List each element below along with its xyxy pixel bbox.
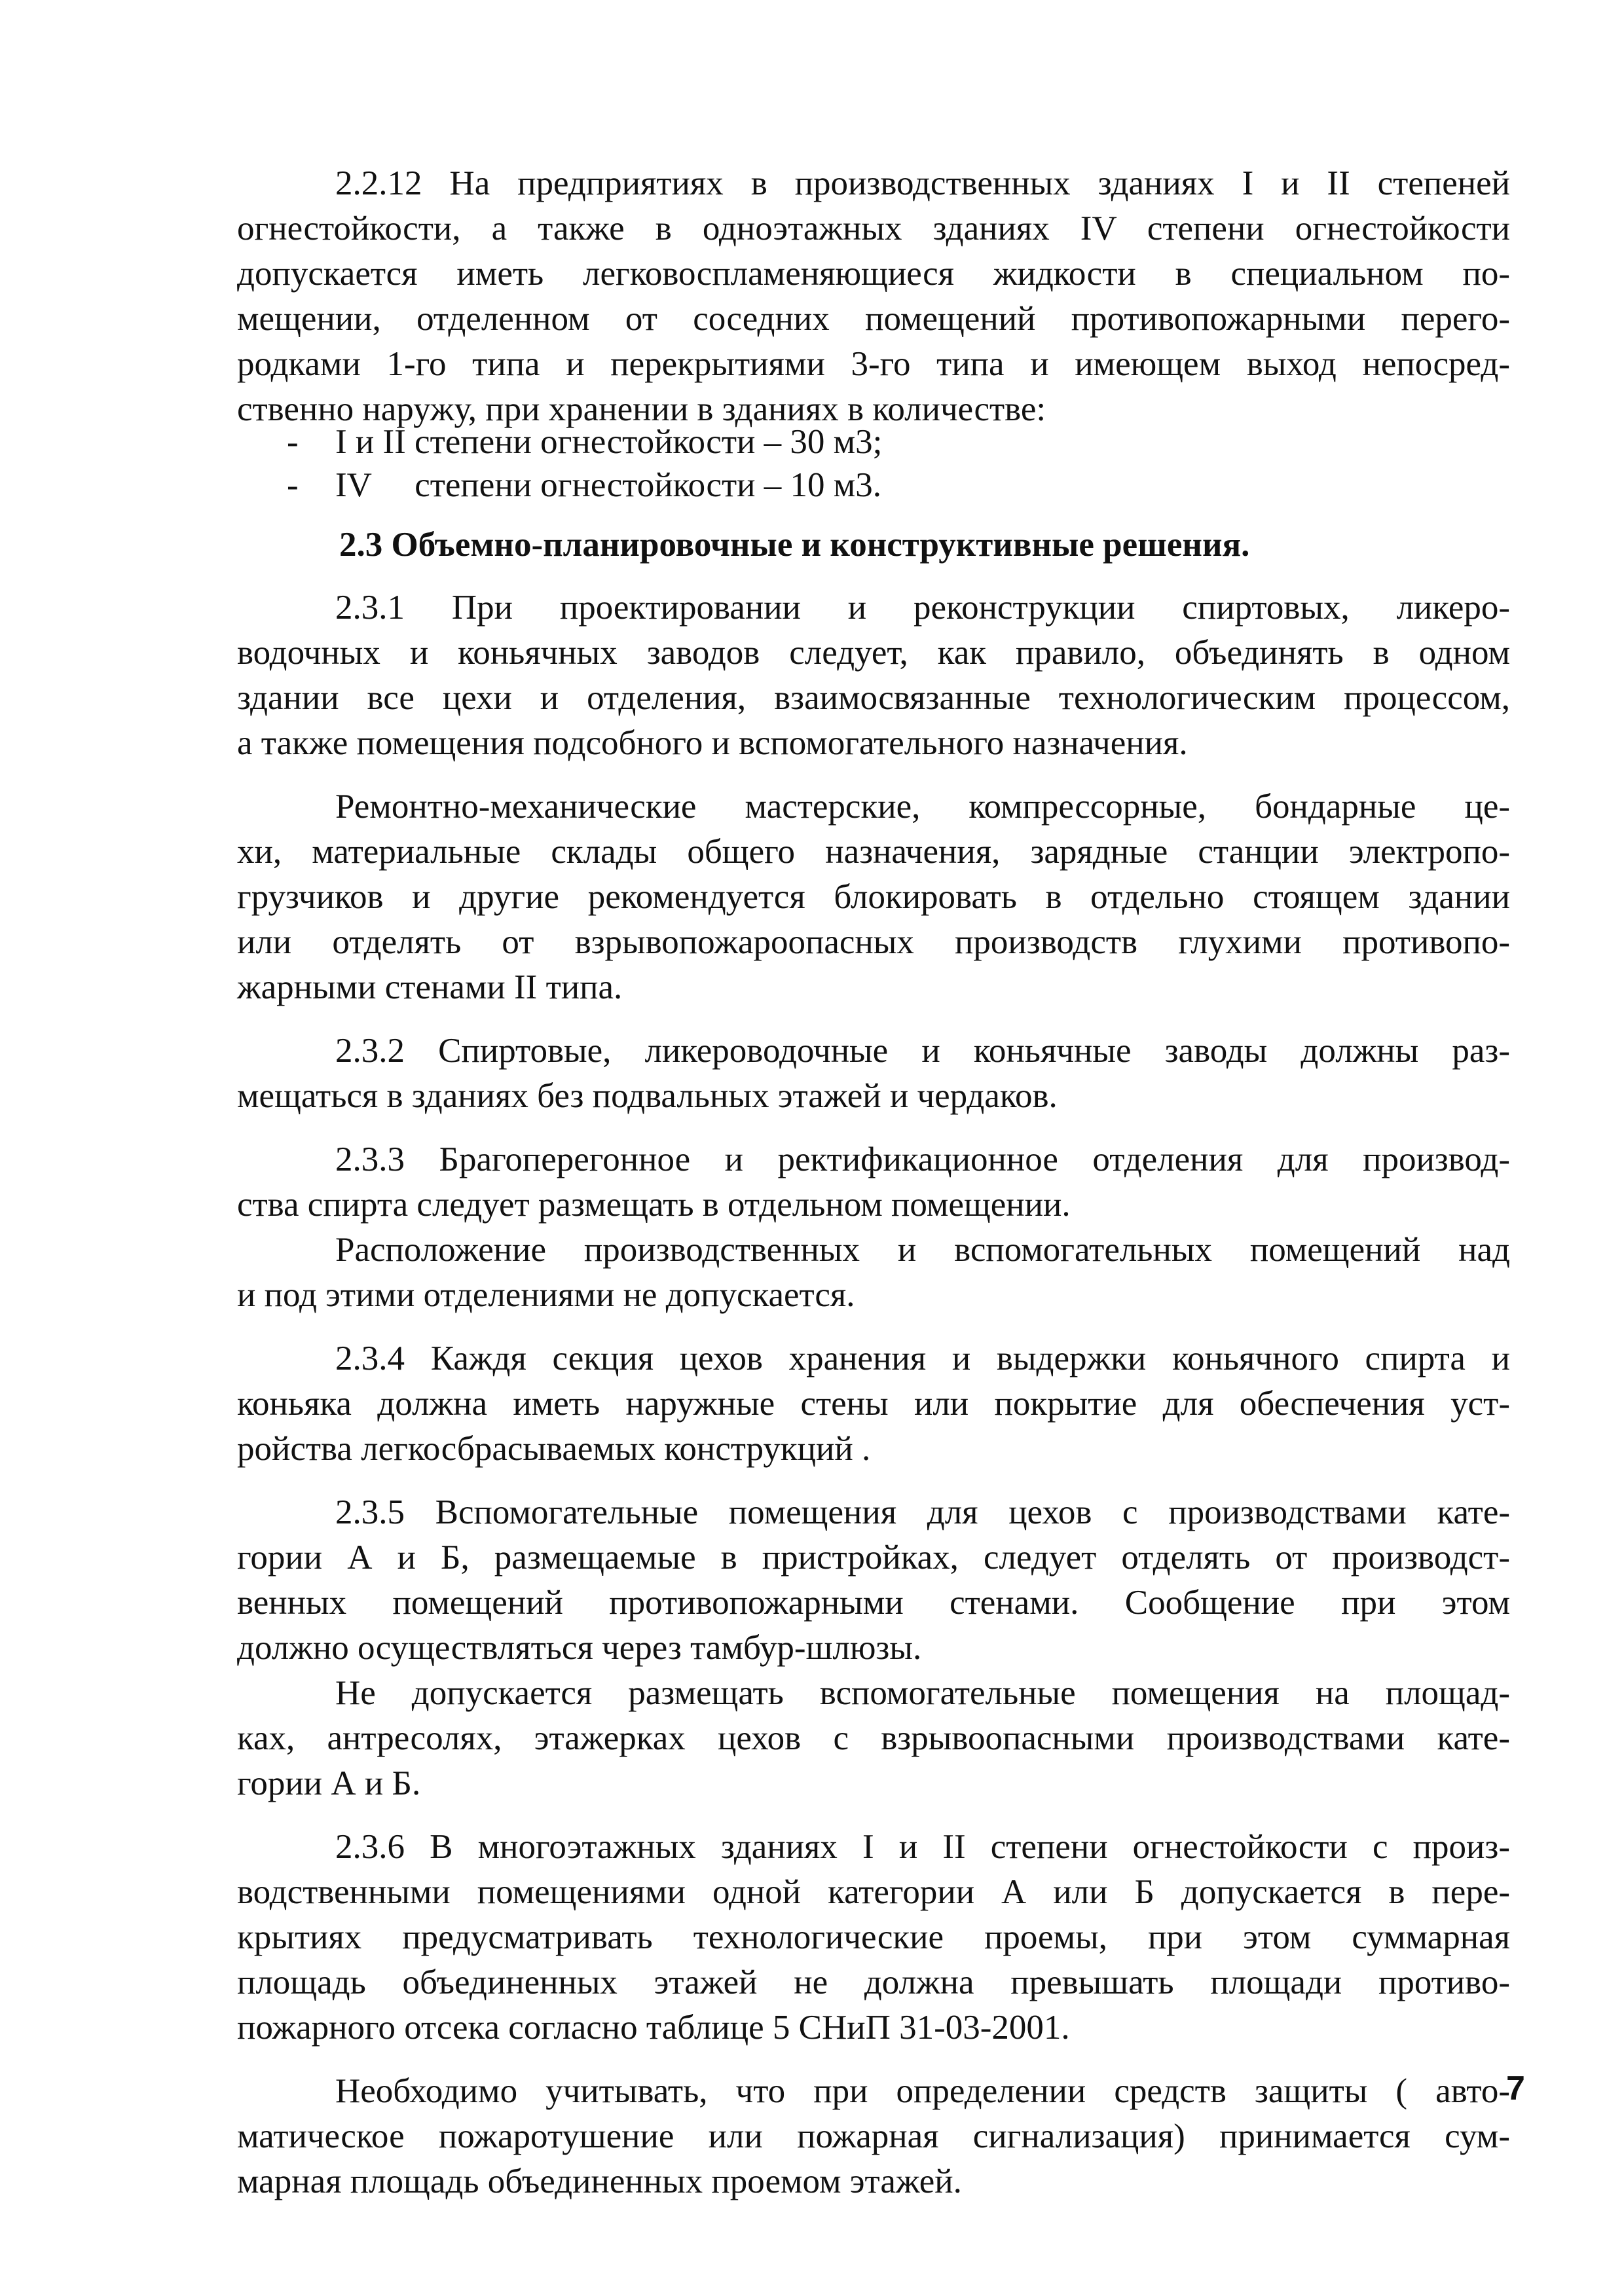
paragraph-2-3-1-line: водочных и коньячных заводов следует, как правило, объединять в одном [237, 634, 1510, 672]
paragraph-2-3-3-line: 2.3.3 Брагоперегонное и ректификационное отделения для производ- [335, 1140, 1510, 1178]
paragraph-2-3-5-line: должно осуществляться через тамбур-шлюзы. [237, 1629, 922, 1667]
paragraph-necessary-line: матическое пожаротушение или пожарная сигнализация) принимается сум- [237, 2117, 1510, 2155]
paragraph-2-2-12-line: родками 1-го типа и перекрытиями 3-го типа и имеющем выход непосред- [237, 345, 1510, 383]
paragraph-2-2-12-line: ственно наружу, при хранении в зданиях в количестве: [237, 390, 1046, 428]
paragraph-2-3-4-line: ройства легкосбрасываемых конструкций . [237, 1430, 871, 1468]
paragraph-2-3-6-line: водственными помещениями одной категории А или Б допускается в пере- [237, 1873, 1510, 1911]
paragraph-2-3-6-line: крытиях предусматривать технологические проемы, при этом суммарная [237, 1918, 1510, 1956]
bullet-dash: - [287, 423, 299, 461]
paragraph-2-3-1-line: а также помещения подсобного и вспомогательного назначения. [237, 724, 1188, 762]
page-number: 7 [1506, 2069, 1525, 2107]
paragraph-necessary-line: марная площадь объединенных проемом этажей. [237, 2162, 962, 2200]
paragraph-repair-line: Ремонтно-механические мастерские, компрессорные, бондарные це- [335, 788, 1510, 826]
paragraph-2-3-6-line: пожарного отсека согласно таблице 5 СНиП 31-03-2001. [237, 2009, 1070, 2047]
bullet-dash: - [287, 466, 299, 504]
paragraph-2-3-3-line: ства спирта следует размещать в отдельном помещении. [237, 1186, 1071, 1224]
paragraph-repair-line: хи, материальные склады общего назначения, зарядные станции электропо- [237, 833, 1510, 871]
bullet-item: IV степени огнестойкости – 10 м3. [335, 466, 882, 504]
paragraph-not-allowed-line: гории А и Б. [237, 1764, 421, 1802]
paragraph-2-3-5-line: 2.3.5 Вспомогательные помещения для цехов с производствами кате- [335, 1493, 1510, 1531]
paragraph-2-3-6-line: 2.3.6 В многоэтажных зданиях I и II степени огнестойкости с произ- [335, 1828, 1510, 1866]
paragraph-2-2-12-line: 2.2.12 На предприятиях в производственных зданиях I и II степеней [335, 164, 1510, 202]
paragraph-repair-line: жарными стенами II типа. [237, 968, 623, 1006]
paragraph-location-line: Расположение производственных и вспомогательных помещений над [335, 1231, 1510, 1269]
paragraph-location-line: и под этими отделениями не допускается. [237, 1276, 855, 1314]
paragraph-2-2-12-line: допускается иметь легковоспламеняющиеся жидкости в специальном по- [237, 255, 1510, 293]
paragraph-2-3-6-line: площадь объединенных этажей не должна превышать площади противо- [237, 1963, 1510, 2001]
paragraph-2-3-1-line: 2.3.1 При проектировании и реконструкции спиртовых, ликеро- [335, 589, 1510, 627]
paragraph-2-3-2-line: 2.3.2 Спиртовые, ликероводочные и коньячные заводы должны раз- [335, 1032, 1510, 1070]
paragraph-not-allowed-line: Не допускается размещать вспомогательные помещения на площад- [335, 1674, 1510, 1712]
paragraph-2-2-12-line: огнестойкости, а также в одноэтажных зданиях IV степени огнестойкости [237, 210, 1510, 247]
paragraph-2-2-12-line: мещении, отделенном от соседних помещений противопожарными перего- [237, 300, 1510, 338]
paragraph-2-3-1-line: здании все цехи и отделения, взаимосвязанные технологическим процессом, [237, 679, 1510, 717]
bullet-item: I и II степени огнестойкости – 30 м3; [335, 423, 883, 461]
paragraph-2-3-5-line: венных помещений противопожарными стенами. Сообщение при этом [237, 1584, 1510, 1622]
paragraph-repair-line: грузчиков и другие рекомендуется блокировать в отдельно стоящем здании [237, 878, 1510, 916]
paragraph-2-3-4-line: 2.3.4 Каждя секция цехов хранения и выдержки коньячного спирта и [335, 1339, 1510, 1377]
paragraph-not-allowed-line: ках, антресолях, этажерках цехов с взрывоопасными производствами кате- [237, 1719, 1510, 1757]
paragraph-necessary-line: Необходимо учитывать, что при определении средств защиты ( авто- [335, 2072, 1510, 2110]
section-heading: 2.3 Объемно-планировочные и конструктивные решения. [339, 526, 1250, 564]
paragraph-2-3-2-line: мещаться в зданиях без подвальных этажей и чердаков. [237, 1077, 1058, 1115]
paragraph-2-3-5-line: гории А и Б, размещаемые в пристройках, следует отделять от производст- [237, 1539, 1510, 1576]
paragraph-repair-line: или отделять от взрывопожароопасных производств глухими противопо- [237, 923, 1510, 961]
paragraph-2-3-4-line: коньяка должна иметь наружные стены или покрытие для обеспечения уст- [237, 1385, 1510, 1423]
